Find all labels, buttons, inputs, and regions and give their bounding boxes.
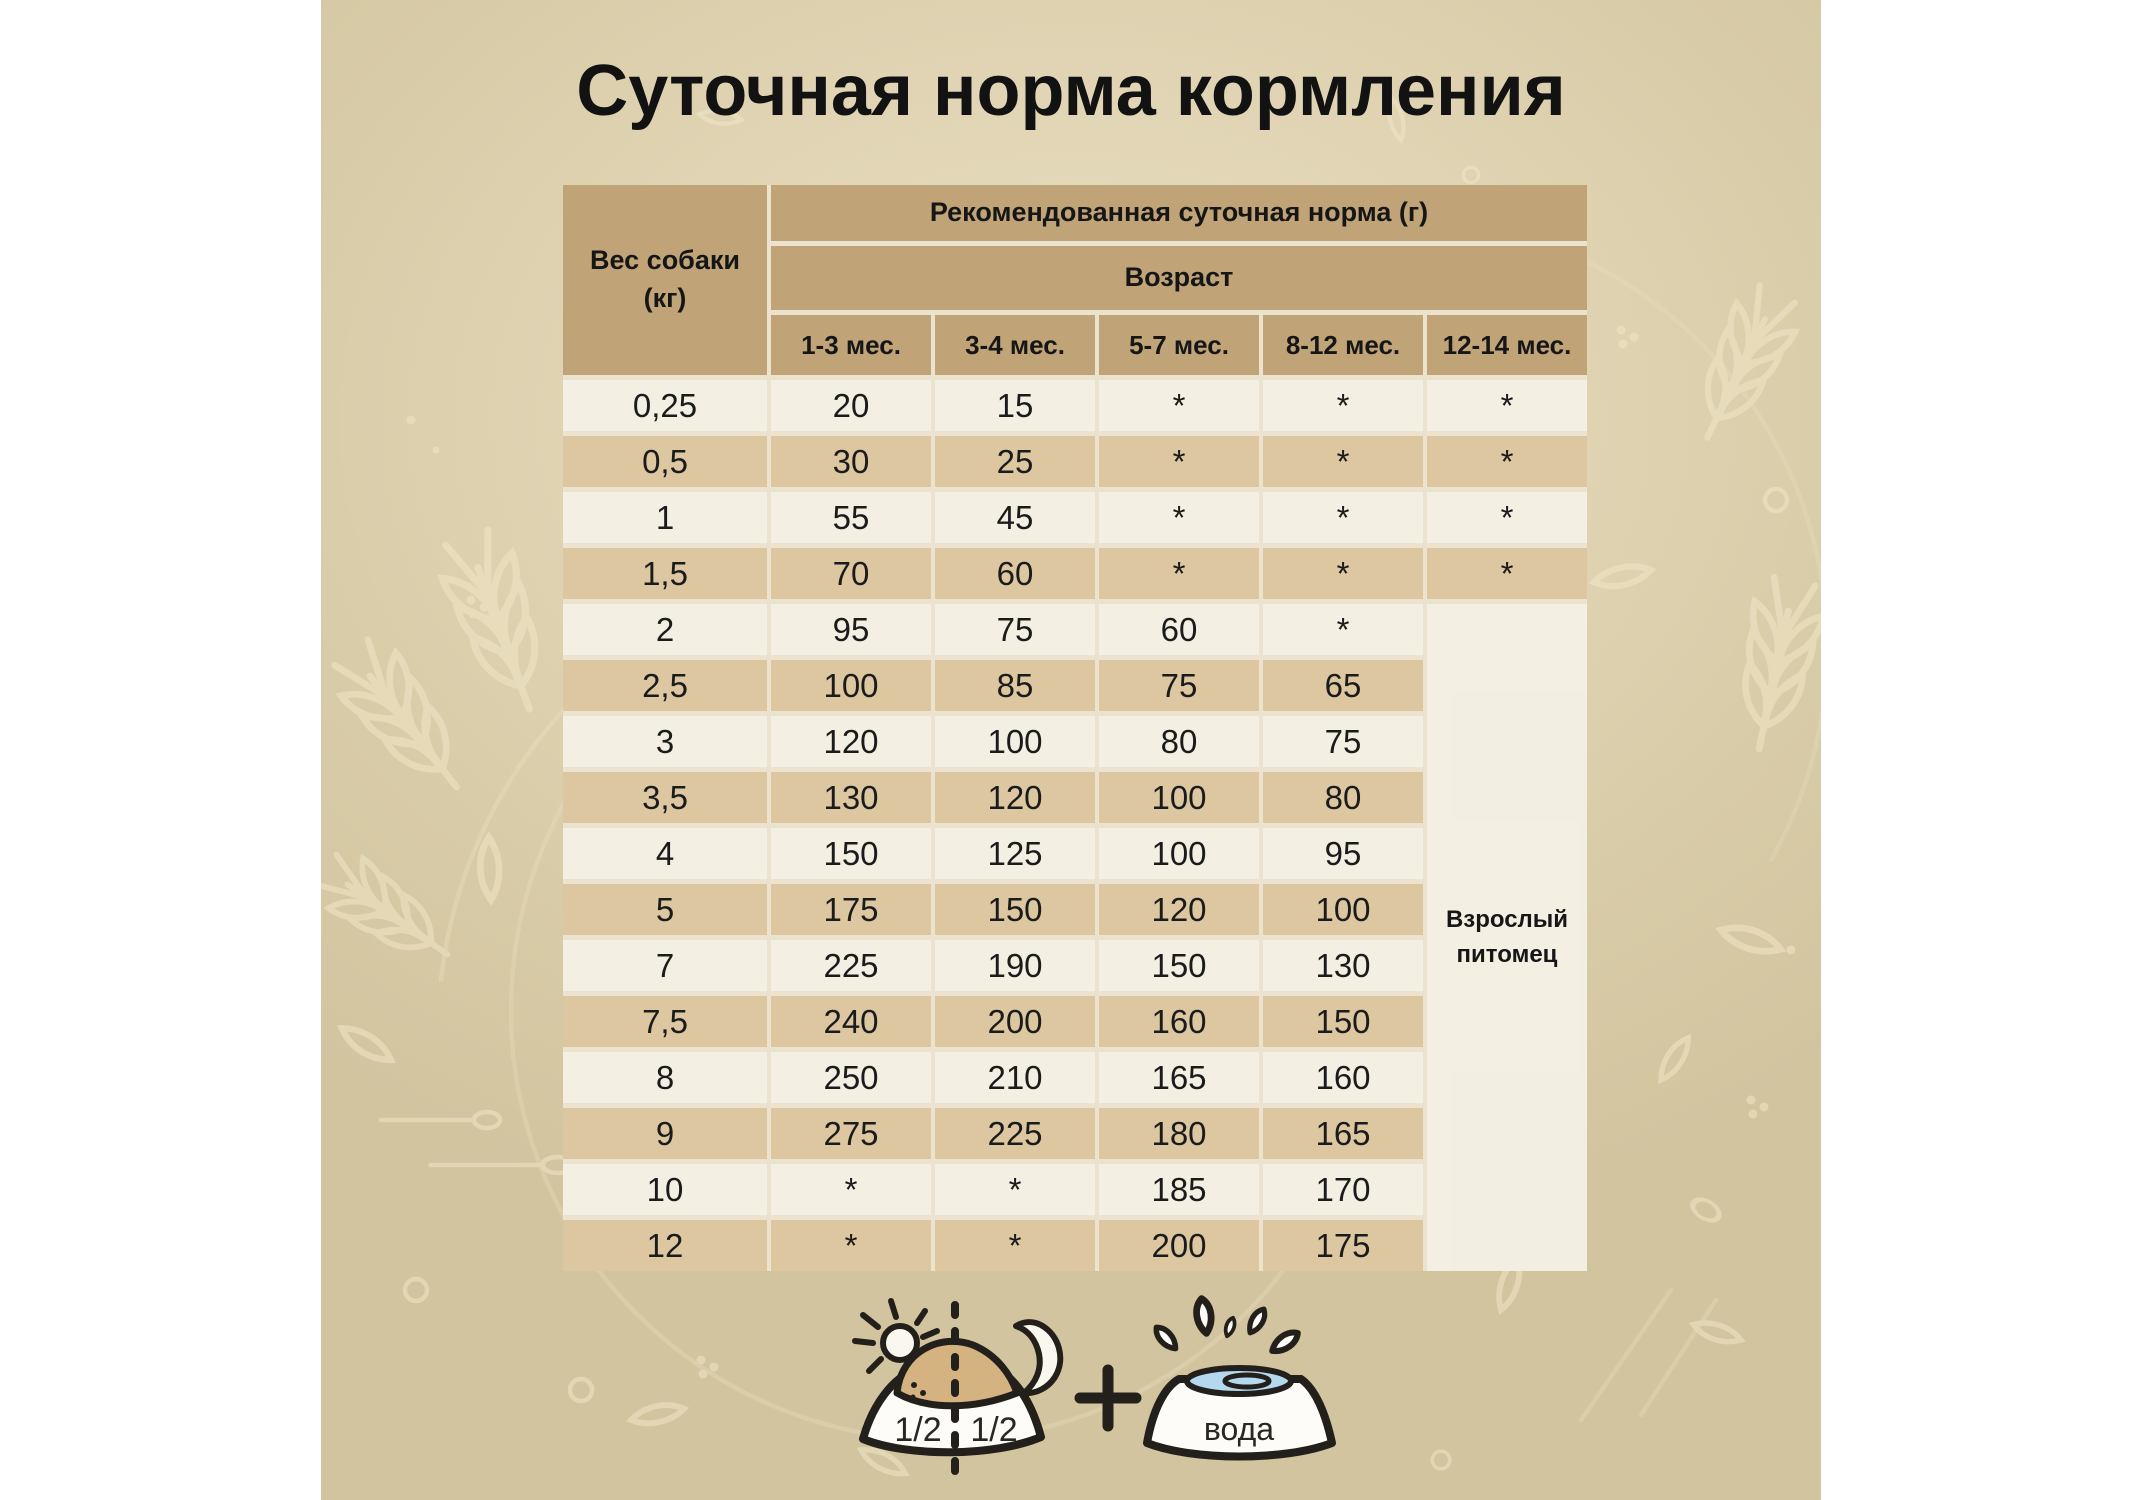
- weight-cell: 5: [563, 884, 767, 935]
- asterisk-cell: *: [1099, 380, 1259, 431]
- weight-cell: 1,5: [563, 548, 767, 599]
- value-cell: 80: [1099, 716, 1259, 767]
- value-cell: 20: [771, 380, 931, 431]
- age-column-label-1-3: 1-3 мес.: [771, 315, 931, 375]
- feeding-table: [563, 185, 1587, 1271]
- feeding-legend: [801, 1293, 1361, 1500]
- value-cell: 75: [1099, 660, 1259, 711]
- page-title: Суточная норма кормления: [576, 51, 1566, 131]
- value-cell: 65: [1263, 660, 1423, 711]
- age-column-label-12-14: 12-14 мес.: [1427, 315, 1587, 375]
- value-cell: 85: [935, 660, 1095, 711]
- weight-cell: 10: [563, 1164, 767, 1215]
- daily-norm-header: Рекомендованная суточная норма (г): [771, 185, 1587, 241]
- value-cell: 175: [771, 884, 931, 935]
- asterisk-cell: *: [1263, 604, 1423, 655]
- age-column-label-5-7: 5-7 мес.: [1099, 315, 1259, 375]
- asterisk-cell: *: [1427, 492, 1587, 543]
- feeding-legend-graphic: [801, 1293, 1361, 1500]
- value-cell: 200: [1099, 1220, 1259, 1271]
- value-cell: 30: [771, 436, 931, 487]
- value-cell: 80: [1263, 772, 1423, 823]
- value-cell: 120: [1099, 884, 1259, 935]
- weight-cell: 2: [563, 604, 767, 655]
- value-cell: 100: [1263, 884, 1423, 935]
- value-cell: 130: [771, 772, 931, 823]
- value-cell: 175: [1263, 1220, 1423, 1271]
- value-cell: 250: [771, 1052, 931, 1103]
- weight-cell: 7: [563, 940, 767, 991]
- value-cell: 190: [935, 940, 1095, 991]
- value-cell: 130: [1263, 940, 1423, 991]
- weight-cell: 3: [563, 716, 767, 767]
- half-left-label: 1/2: [894, 1411, 942, 1449]
- value-cell: 25: [935, 436, 1095, 487]
- value-cell: 160: [1263, 1052, 1423, 1103]
- asterisk-cell: *: [1263, 380, 1423, 431]
- weight-column-header: Вес собаки (кг): [563, 185, 767, 375]
- value-cell: 45: [935, 492, 1095, 543]
- weight-cell: 7,5: [563, 996, 767, 1047]
- value-cell: 200: [935, 996, 1095, 1047]
- water-bowl-icon: [1147, 1368, 1332, 1457]
- asterisk-cell: *: [771, 1164, 931, 1215]
- weight-cell: 8: [563, 1052, 767, 1103]
- value-cell: 75: [1263, 716, 1423, 767]
- age-column-label-8-12: 8-12 мес.: [1263, 315, 1423, 375]
- adult-pet-cell: Взрослый питомец: [1427, 604, 1587, 1271]
- value-cell: 15: [935, 380, 1095, 431]
- weight-cell: 1: [563, 492, 767, 543]
- value-cell: 165: [1263, 1108, 1423, 1159]
- weight-cell: 0,5: [563, 436, 767, 487]
- value-cell: 180: [1099, 1108, 1259, 1159]
- asterisk-cell: *: [1263, 548, 1423, 599]
- value-cell: 100: [935, 716, 1095, 767]
- value-cell: 150: [771, 828, 931, 879]
- value-cell: 240: [771, 996, 931, 1047]
- moon-icon: [1016, 1322, 1060, 1393]
- age-header: Возраст: [771, 246, 1587, 310]
- weight-cell: 0,25: [563, 380, 767, 431]
- value-cell: 150: [1099, 940, 1259, 991]
- value-cell: 100: [1099, 828, 1259, 879]
- weight-cell: 4: [563, 828, 767, 879]
- weight-cell: 12: [563, 1220, 767, 1271]
- value-cell: 120: [935, 772, 1095, 823]
- weight-cell: 9: [563, 1108, 767, 1159]
- value-cell: 150: [935, 884, 1095, 935]
- asterisk-cell: *: [1427, 436, 1587, 487]
- water-splash-icon: [1152, 1298, 1301, 1356]
- asterisk-cell: *: [1099, 492, 1259, 543]
- asterisk-cell: *: [1099, 436, 1259, 487]
- value-cell: 120: [771, 716, 931, 767]
- weight-cell: 3,5: [563, 772, 767, 823]
- asterisk-cell: *: [1099, 548, 1259, 599]
- value-cell: 170: [1263, 1164, 1423, 1215]
- value-cell: 75: [935, 604, 1095, 655]
- infographic-panel: [321, 0, 1821, 1500]
- value-cell: 150: [1263, 996, 1423, 1047]
- age-column-label-3-4: 3-4 мес.: [935, 315, 1095, 375]
- value-cell: 185: [1099, 1164, 1259, 1215]
- value-cell: 55: [771, 492, 931, 543]
- value-cell: 100: [1099, 772, 1259, 823]
- value-cell: 160: [1099, 996, 1259, 1047]
- asterisk-cell: *: [935, 1164, 1095, 1215]
- asterisk-cell: *: [1263, 436, 1423, 487]
- water-label: вода: [1203, 1411, 1275, 1447]
- value-cell: 95: [1263, 828, 1423, 879]
- value-cell: 60: [1099, 604, 1259, 655]
- asterisk-cell: *: [771, 1220, 931, 1271]
- plus-icon: [1080, 1370, 1136, 1426]
- asterisk-cell: *: [935, 1220, 1095, 1271]
- value-cell: 165: [1099, 1052, 1259, 1103]
- value-cell: 125: [935, 828, 1095, 879]
- asterisk-cell: *: [1427, 548, 1587, 599]
- value-cell: 100: [771, 660, 931, 711]
- weight-cell: 2,5: [563, 660, 767, 711]
- value-cell: 275: [771, 1108, 931, 1159]
- value-cell: 225: [771, 940, 931, 991]
- value-cell: 210: [935, 1052, 1095, 1103]
- value-cell: 95: [771, 604, 931, 655]
- asterisk-cell: *: [1263, 492, 1423, 543]
- half-right-label: 1/2: [970, 1411, 1018, 1449]
- value-cell: 225: [935, 1108, 1095, 1159]
- value-cell: 60: [935, 548, 1095, 599]
- asterisk-cell: *: [1427, 380, 1587, 431]
- value-cell: 70: [771, 548, 931, 599]
